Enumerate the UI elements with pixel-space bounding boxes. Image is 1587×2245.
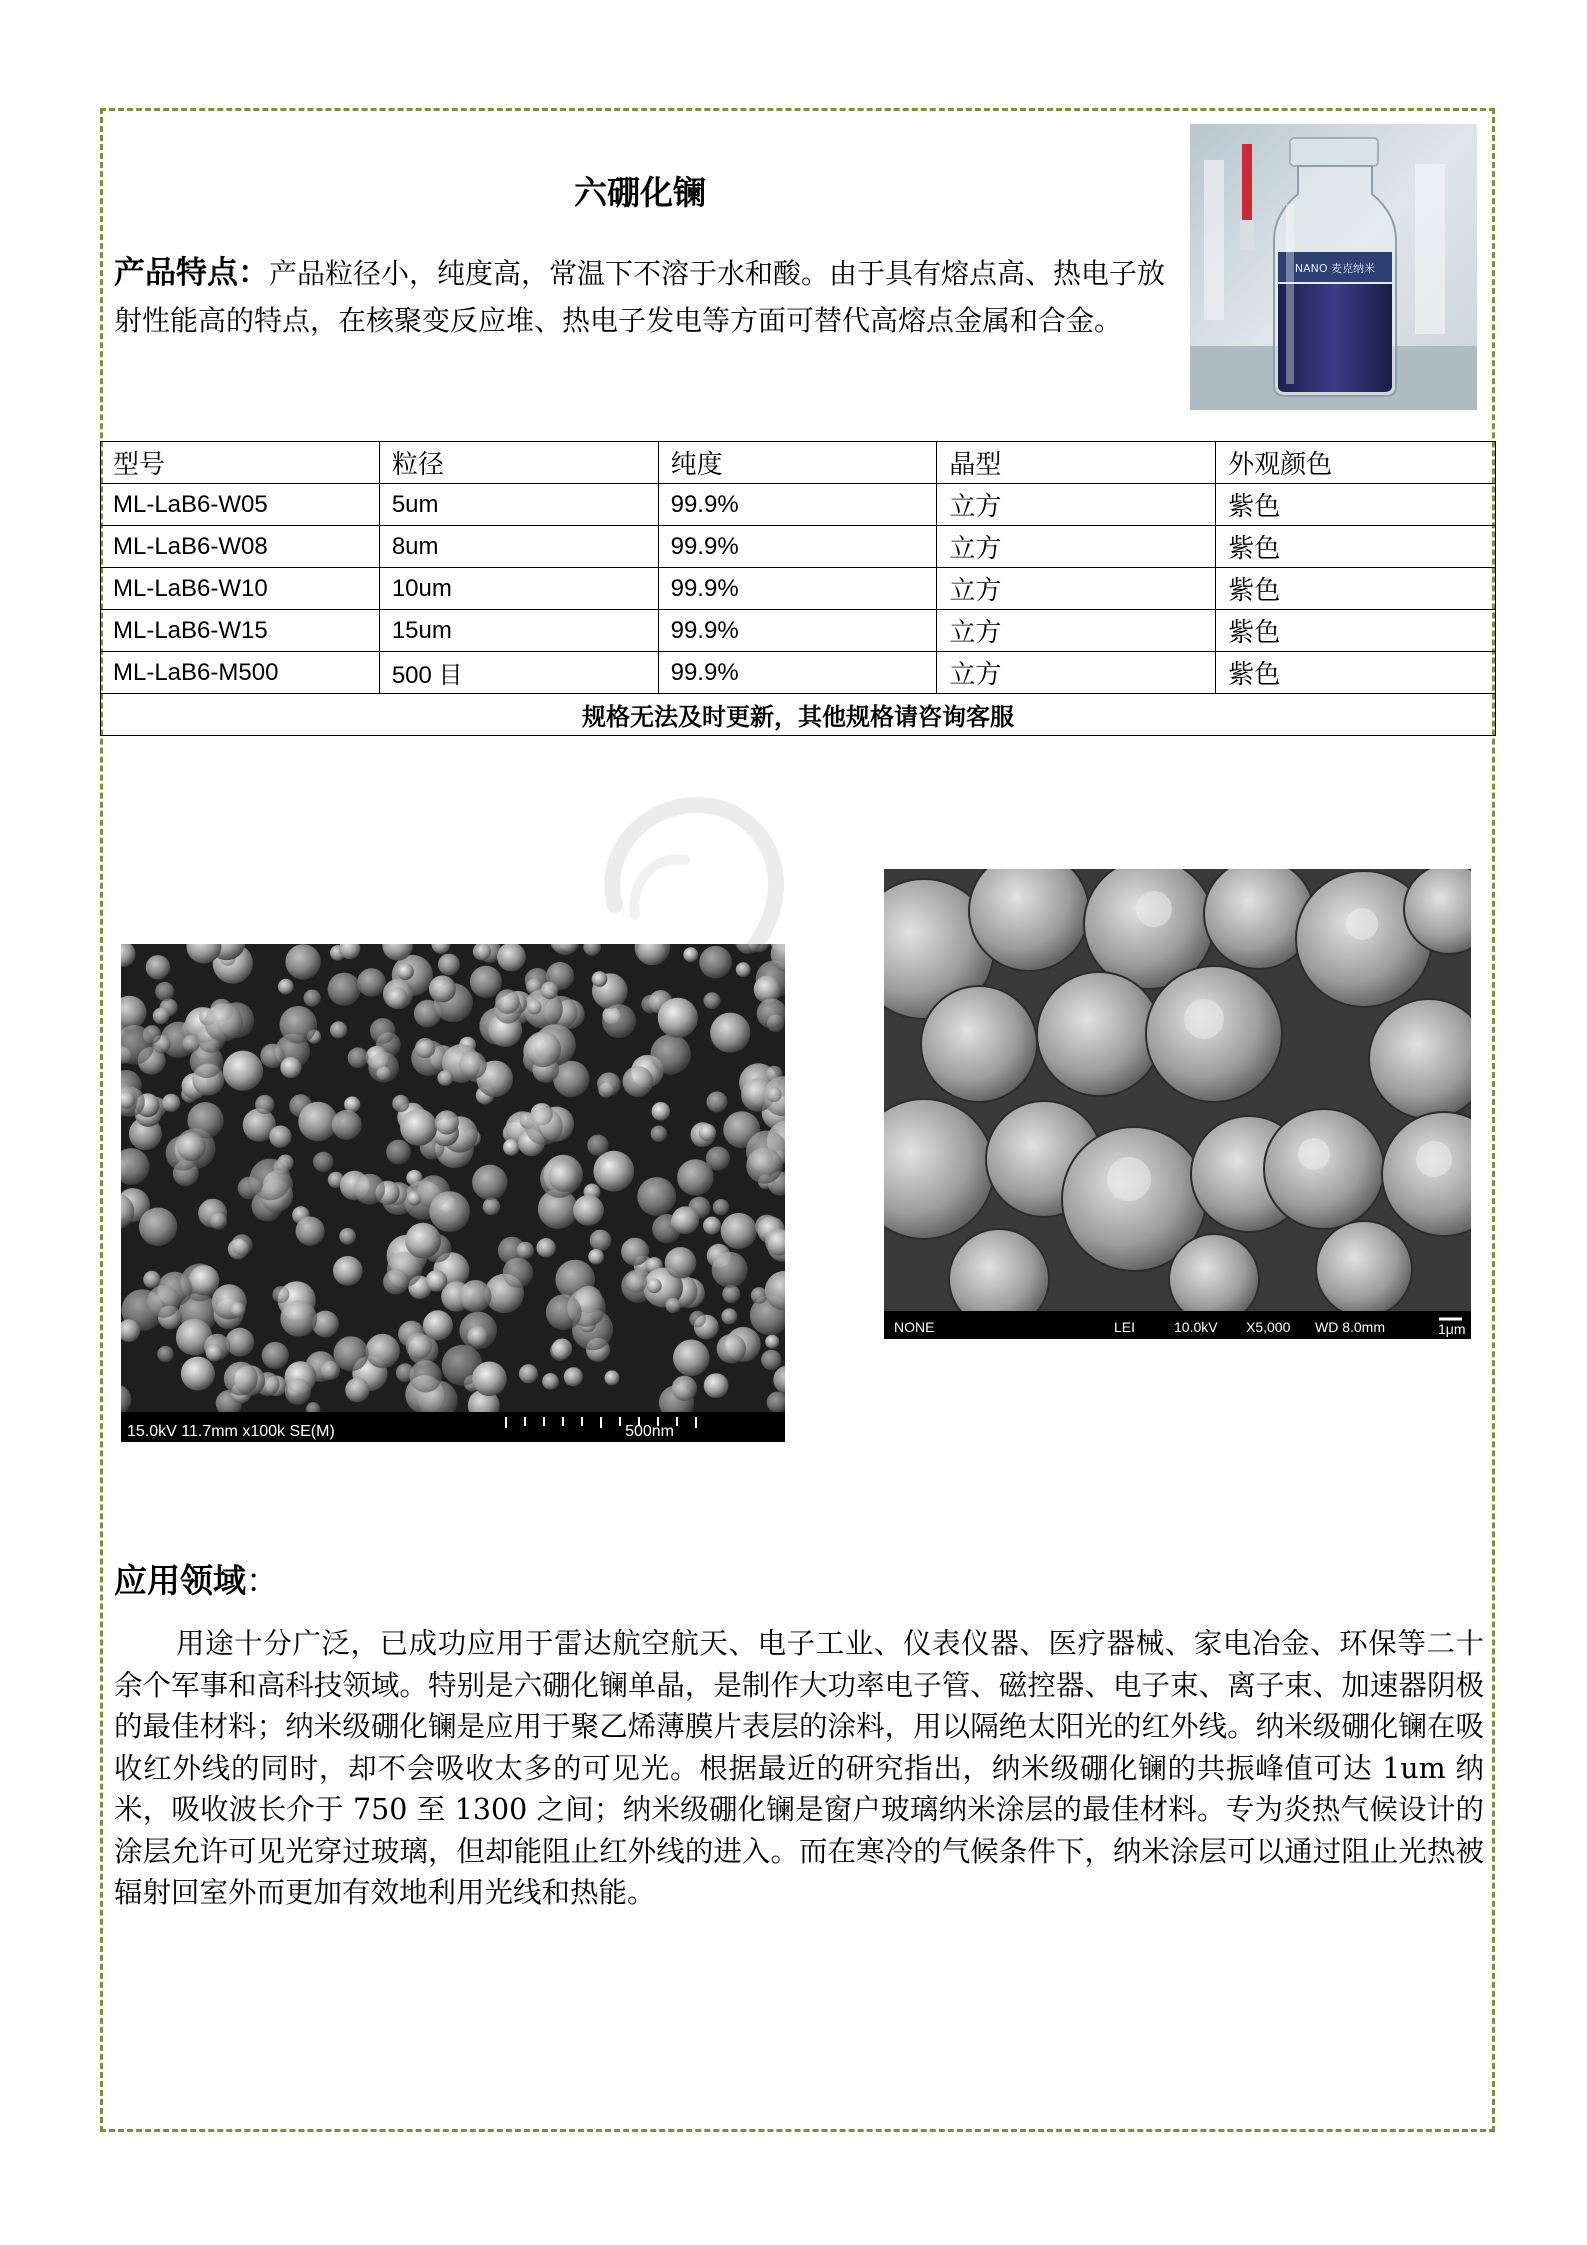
- sem-image-nanoparticles: [121, 944, 785, 1442]
- sem2-lei-text: LEI: [1114, 1319, 1136, 1335]
- cell-model: ML-LaB6-W15: [101, 610, 380, 652]
- sem1-scale-text: 500nm: [625, 1423, 674, 1440]
- nanoparticle: [713, 1199, 729, 1215]
- nanoparticle: [647, 1278, 662, 1293]
- nanoparticle: [717, 1334, 746, 1363]
- nanoparticle: [472, 1165, 507, 1200]
- nanoparticle: [278, 979, 294, 995]
- nanoparticle: [519, 1364, 538, 1383]
- table-note: 规格无法及时更新，其他规格请咨询客服: [101, 694, 1496, 736]
- nanoparticle: [262, 1342, 289, 1369]
- nanoparticle: [181, 1357, 215, 1391]
- nanoparticle: [592, 971, 608, 987]
- nanoparticle: [183, 1035, 200, 1052]
- application-heading-text: 应用领域: [114, 1561, 246, 1600]
- nanoparticle: [280, 1006, 318, 1044]
- nanoparticle: [651, 1034, 691, 1074]
- nanoparticle: [210, 1213, 227, 1230]
- features-label: 产品特点：: [114, 255, 269, 291]
- nanoparticle: [370, 1018, 396, 1044]
- nanoparticle: [593, 1151, 634, 1192]
- nanoparticle: [285, 1378, 311, 1404]
- nanoparticle: [704, 992, 721, 1009]
- nanoparticle: [354, 1174, 385, 1205]
- nanoparticle: [665, 1247, 697, 1279]
- nanoparticle: [542, 1373, 559, 1390]
- nanoparticle: [710, 1013, 750, 1053]
- nanoparticle: [459, 1051, 487, 1079]
- nanoparticle: [231, 1234, 252, 1255]
- nanoparticle: [155, 982, 174, 1001]
- nanoparticle: [438, 954, 460, 976]
- nanoparticle: [386, 1140, 411, 1165]
- nanoparticle: [550, 1341, 570, 1361]
- nanoparticle: [139, 1208, 177, 1246]
- table-row: [101, 568, 1496, 610]
- cell-color: 紫色: [1216, 610, 1496, 652]
- nanoparticle: [621, 1238, 649, 1266]
- nanoparticle: [386, 987, 408, 1009]
- nanoparticle: [541, 982, 559, 1000]
- cell-color: 紫色: [1216, 652, 1496, 694]
- nanoparticle: [754, 976, 782, 1004]
- cell-model: ML-LaB6-M500: [101, 652, 380, 694]
- nanoparticle: [761, 1350, 781, 1370]
- cell-purity: 99.9%: [658, 526, 937, 568]
- nanoparticle: [429, 1191, 470, 1232]
- nanoparticle: [736, 962, 751, 977]
- sem2-kv-text: 10.0kV: [1174, 1319, 1218, 1335]
- nanoparticle: [224, 1362, 258, 1396]
- cell-crystal-form: 立方: [937, 610, 1216, 652]
- nanoparticle: [602, 1004, 636, 1038]
- cell-crystal-form: 立方: [937, 484, 1216, 526]
- nanoparticle: [683, 947, 698, 962]
- nanoparticle: [230, 1302, 245, 1317]
- nanoparticle: [409, 1360, 441, 1392]
- nanoparticle: [704, 1373, 729, 1398]
- sem2-scale-text: 1μm: [1438, 1321, 1466, 1337]
- nanoparticle: [296, 1217, 325, 1246]
- nanoparticle: [651, 1126, 667, 1142]
- cell-particle-size: 8um: [379, 526, 658, 568]
- nanoparticle: [637, 1177, 676, 1216]
- nanoparticle: [672, 1206, 700, 1234]
- nanoparticle: [765, 1335, 779, 1349]
- nanoparticle: [304, 990, 321, 1007]
- nanoparticle: [435, 1110, 459, 1134]
- nanoparticle: [348, 1047, 369, 1068]
- nanoparticle: [249, 1159, 291, 1201]
- cell-color: 紫色: [1216, 484, 1496, 526]
- nanoparticle: [223, 1051, 263, 1091]
- cell-crystal-form: 立方: [937, 568, 1216, 610]
- nanoparticle: [548, 1161, 579, 1192]
- nanoparticle: [503, 1139, 520, 1156]
- nanoparticle: [666, 1298, 681, 1313]
- nanoparticle: [590, 1230, 612, 1252]
- sem-image-microspheres: [884, 869, 1471, 1339]
- nanoparticle: [406, 1333, 432, 1359]
- nanoparticle: [339, 1228, 356, 1245]
- nanoparticle: [157, 1346, 173, 1362]
- nanoparticle: [345, 1378, 369, 1402]
- nanoparticle: [285, 944, 320, 979]
- features-text: 产品粒径小，纯度高，常温下不溶于水和酸。由于具有熔点高、热电子放射性能高的特点，在核聚变反应堆、热电子发电等方面可替代高熔点金属和合金。: [114, 257, 1166, 337]
- nanoparticle: [205, 1003, 243, 1041]
- nanoparticle: [527, 1000, 542, 1015]
- bottle-label: NANO 麦克纳米: [1294, 262, 1376, 275]
- cell-particle-size: 10um: [379, 568, 658, 610]
- cell-purity: 99.9%: [658, 568, 937, 610]
- nanoparticle: [588, 1249, 604, 1265]
- nanoparticle: [623, 1066, 654, 1097]
- nanoparticle: [707, 1091, 728, 1112]
- table-row: [101, 610, 1496, 652]
- nanoparticle: [703, 1217, 721, 1235]
- nanoparticle: [503, 1258, 533, 1288]
- nanoparticle: [423, 1310, 453, 1340]
- nanoparticle: [467, 1326, 488, 1347]
- table-note-row: [101, 694, 1496, 736]
- cell-crystal-form: 立方: [937, 526, 1216, 568]
- nanoparticle: [206, 1344, 223, 1361]
- nanoparticle: [357, 968, 386, 997]
- nanoparticle: [321, 1361, 340, 1380]
- header-crystal-form: 晶型: [937, 442, 1216, 484]
- nanoparticle: [147, 1285, 180, 1318]
- nanoparticle: [672, 1376, 697, 1401]
- nanoparticle: [689, 1311, 706, 1328]
- sem2-mag-text: X5,000: [1246, 1319, 1291, 1335]
- nanoparticle: [673, 1340, 710, 1377]
- cell-particle-size: 15um: [379, 610, 658, 652]
- nanoparticle: [472, 1362, 507, 1397]
- nanoparticle: [587, 1135, 608, 1156]
- header-purity: 纯度: [658, 442, 937, 484]
- nanoparticle: [573, 1195, 604, 1226]
- nanoparticle: [332, 1110, 362, 1140]
- nanoparticle: [415, 1038, 435, 1058]
- application-paragraph: 用途十分广泛，已成功应用于雷达航空航天、电子工业、仪表仪器、医疗器械、家电冶金、环保等二十余个军事和高科技领域。特别是六硼化镧单晶，是制作大功率电子管、磁控器、电子束、离子束、加速器阴极的最佳材料；纳米级硼化镧是应用于聚乙烯薄膜片表层的涂料，用以隔绝太阳光的红外线。纳米级硼化镧在吸收红外线的同时，却不会吸收太多的可见光。根据最近的研究指出，纳米级硼化镧的共振峰值可达 1um 纳米，吸收波长介于 750 至 1300 之间；纳米级硼化镧是窗户玻璃纳米涂层的最佳材料。专为炎热气候设计的涂层允许可见光穿过玻璃，但却能阻止红外线的进入。而在寒冷的气候条件下，纳米涂层可以通过阻止光热被辐射回室外而更加有效地利用光线和热能。: [114, 1627, 1484, 1909]
- nanoparticle: [525, 1031, 561, 1067]
- nanoparticle: [153, 1008, 170, 1025]
- spec-table: [100, 441, 1496, 736]
- nanoparticle: [397, 963, 414, 980]
- cell-model: ML-LaB6-W10: [101, 568, 380, 610]
- nanoparticle: [328, 973, 361, 1006]
- application-heading-colon: ：: [246, 1561, 279, 1600]
- cell-purity: 99.9%: [658, 652, 937, 694]
- nanoparticle: [652, 1102, 671, 1121]
- nanoparticle: [459, 1280, 491, 1312]
- nanoparticle: [426, 1270, 448, 1292]
- features-paragraph: [114, 250, 1180, 344]
- header-particle-size: 粒径: [379, 442, 658, 484]
- nanoparticle: [712, 1252, 748, 1288]
- sem2-wd-text: WD 8.0mm: [1315, 1319, 1385, 1335]
- page-title: 六硼化镧: [574, 173, 706, 212]
- nanoparticle: [162, 1094, 180, 1112]
- nanoparticle: [564, 1367, 583, 1386]
- nanoparticle: [536, 1238, 555, 1257]
- nanoparticle: [495, 989, 520, 1014]
- nanoparticle: [366, 1334, 400, 1368]
- cell-color: 紫色: [1216, 568, 1496, 610]
- header-color: 外观颜色: [1216, 442, 1496, 484]
- product-photo: [1190, 124, 1477, 410]
- nanoparticle: [146, 955, 170, 979]
- header-model: 型号: [101, 442, 380, 484]
- nanoparticle: [658, 998, 698, 1038]
- nanoparticle: [143, 1271, 160, 1288]
- cell-model: ML-LaB6-W05: [101, 484, 380, 526]
- cell-particle-size: 5um: [379, 484, 658, 526]
- nanoparticle: [272, 1286, 289, 1303]
- nanoparticle: [189, 1265, 219, 1295]
- nanoparticle: [767, 1087, 782, 1102]
- table-row: [101, 652, 1496, 694]
- application-heading: [114, 1555, 279, 1602]
- nanoparticle: [626, 1271, 648, 1293]
- nanoparticle: [437, 1070, 453, 1086]
- nanoparticle: [429, 975, 456, 1002]
- nanoparticle: [298, 1102, 337, 1141]
- nanoparticle: [405, 1223, 441, 1259]
- sem1-info-text: 15.0kV 11.7mm x100k SE(M): [127, 1423, 335, 1440]
- nanoparticle: [746, 1148, 782, 1184]
- nanoparticle: [470, 966, 502, 998]
- nanoparticle: [400, 1109, 437, 1146]
- nanoparticle: [517, 1242, 534, 1259]
- nanoparticle: [721, 1213, 757, 1249]
- nanoparticle: [280, 1300, 317, 1337]
- cell-crystal-form: 立方: [937, 652, 1216, 694]
- nanoparticle: [226, 1328, 255, 1357]
- table-header-row: [101, 442, 1496, 484]
- nanoparticle: [392, 1095, 409, 1112]
- nanoparticle: [605, 1370, 620, 1385]
- nanoparticle: [699, 946, 732, 979]
- table-row: [101, 526, 1496, 568]
- cell-color: 紫色: [1216, 526, 1496, 568]
- nanoparticle: [597, 1072, 621, 1096]
- cell-purity: 99.9%: [658, 610, 937, 652]
- nanoparticle: [255, 1095, 274, 1114]
- nanoparticle: [706, 1147, 730, 1171]
- nanoparticle: [269, 1125, 291, 1147]
- cell-purity: 99.9%: [658, 484, 937, 526]
- nanoparticle: [280, 1057, 301, 1078]
- nanoparticle: [330, 1021, 347, 1038]
- nanoparticle: [177, 1133, 206, 1162]
- nanoparticle: [333, 1256, 363, 1286]
- nanoparticle: [313, 1152, 333, 1172]
- nanoparticle: [383, 1269, 409, 1295]
- nanoparticle: [525, 1108, 563, 1146]
- table-row: [101, 484, 1496, 526]
- cell-particle-size: 500 目: [379, 652, 658, 694]
- nanoparticle: [546, 1294, 582, 1330]
- nanoparticle: [699, 1124, 716, 1141]
- nanoparticle: [368, 1052, 399, 1083]
- sem2-none-text: NONE: [894, 1319, 935, 1335]
- nanoparticle: [721, 1308, 737, 1324]
- cell-model: ML-LaB6-W08: [101, 526, 380, 568]
- nanoparticle: [483, 1198, 500, 1215]
